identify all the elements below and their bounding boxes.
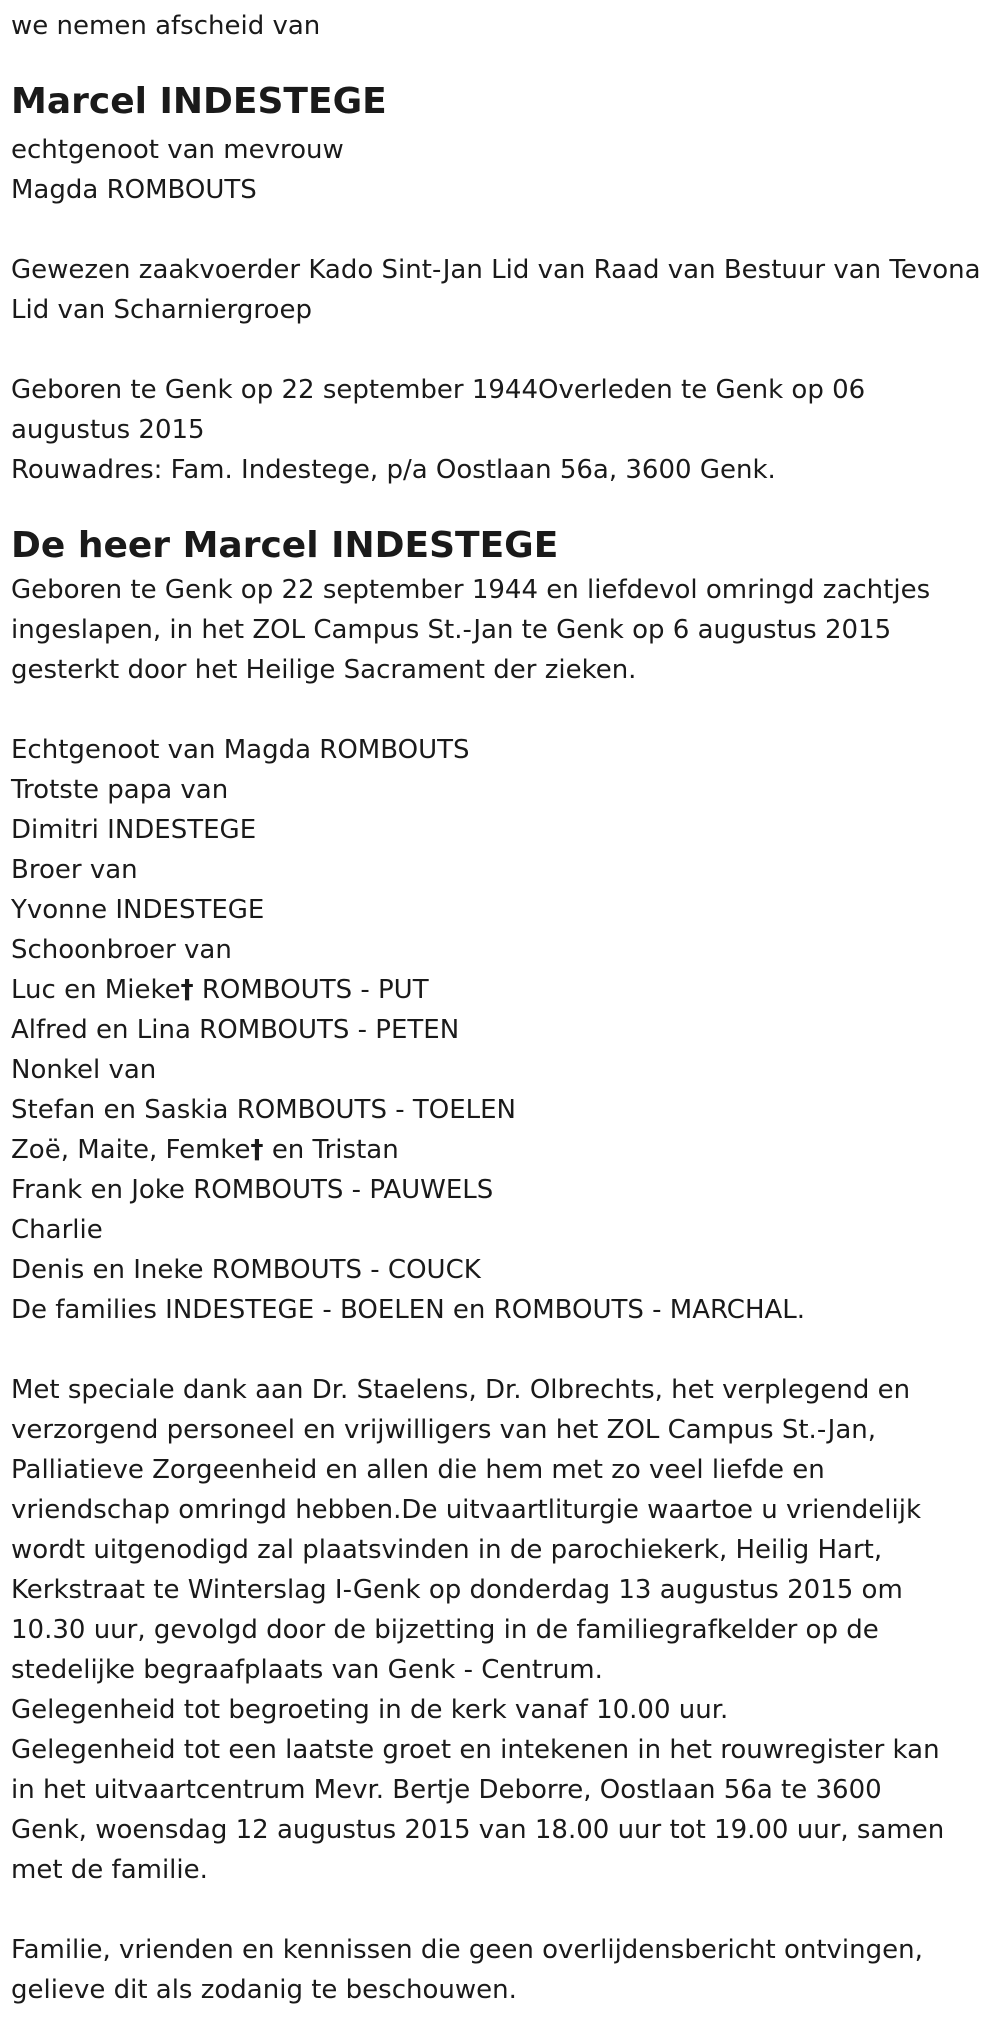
thanks-line: Gelegenheid tot begroeting in de kerk vanaf 10.00 uur. bbox=[11, 1695, 729, 1725]
family-line: Alfred en Lina ROMBOUTS - PETEN bbox=[11, 1015, 460, 1045]
family-line bbox=[11, 1130, 989, 1170]
deceased-name: Marcel INDESTEGE bbox=[11, 81, 387, 122]
thanks-line: verzorgend personeel en vrijwilligers van het ZOL Campus St.-Jan, bbox=[11, 1415, 876, 1445]
spacer bbox=[11, 330, 989, 370]
intro-text: we nemen afscheid van bbox=[11, 11, 321, 41]
thanks-line: Palliatieve Zorgeenheid en allen die hem met zo veel liefde en bbox=[11, 1455, 825, 1485]
birth-paragraph-line: gesterkt door het Heilige Sacrament der zieken. bbox=[11, 655, 637, 685]
spacer bbox=[11, 690, 989, 730]
dates-line: augustus 2015 bbox=[11, 415, 205, 445]
thanks-line: stedelijke begraafplaats van Genk - Centrum. bbox=[11, 1655, 603, 1685]
role-line: Gewezen zaakvoerder Kado Sint-Jan Lid van Raad van Bestuur van Tevona bbox=[11, 255, 981, 285]
spacer bbox=[11, 1330, 989, 1370]
family-line: Broer van bbox=[11, 855, 138, 885]
family-line: Trotste papa van bbox=[11, 775, 229, 805]
spouse-name: Magda ROMBOUTS bbox=[11, 175, 257, 205]
family-line: Nonkel van bbox=[11, 1055, 157, 1085]
family-line-text: en Tristan bbox=[271, 1135, 399, 1165]
birth-paragraph-line: Geboren te Genk op 22 september 1944 en liefdevol omringd zachtjes bbox=[11, 575, 931, 605]
formal-name-heading: De heer Marcel INDESTEGE bbox=[11, 525, 559, 566]
thanks-line: wordt uitgenodigd zal plaatsvinden in de parochiekerk, Heilig Hart, bbox=[11, 1535, 883, 1565]
family-line: Stefan en Saskia ROMBOUTS - TOELEN bbox=[11, 1095, 516, 1125]
family-line: Denis en Ineke ROMBOUTS - COUCK bbox=[11, 1255, 481, 1285]
thanks-line: Kerkstraat te Winterslag I-Genk op donderdag 13 augustus 2015 om bbox=[11, 1575, 903, 1605]
spacer bbox=[11, 210, 989, 250]
role-line: Lid van Scharniergroep bbox=[11, 295, 312, 325]
family-line: Yvonne INDESTEGE bbox=[11, 895, 265, 925]
family-line: Echtgenoot van Magda ROMBOUTS bbox=[11, 735, 470, 765]
family-line: Charlie bbox=[11, 1215, 103, 1245]
spacer bbox=[11, 1890, 989, 1930]
mourning-address: Rouwadres: Fam. Indestege, p/a Oostlaan 56a, 3600 Genk. bbox=[11, 455, 776, 485]
dates-line: Geboren te Genk op 22 september 1944Overleden te Genk op 06 bbox=[11, 375, 866, 405]
closing-line: Familie, vrienden en kennissen die geen overlijdensbericht ontvingen, bbox=[11, 1935, 923, 1965]
thanks-line: Met speciale dank aan Dr. Staelens, Dr. Olbrechts, het verplegend en bbox=[11, 1375, 911, 1405]
cross-icon: † bbox=[250, 1135, 264, 1165]
spouse-prefix: echtgenoot van mevrouw bbox=[11, 135, 344, 165]
thanks-line: in het uitvaartcentrum Mevr. Bertje Deborre, Oostlaan 56a te 3600 bbox=[11, 1775, 882, 1805]
thanks-line: 10.30 uur, gevolgd door de bijzetting in de familiegrafkelder op de bbox=[11, 1615, 879, 1645]
birth-paragraph-line: ingeslapen, in het ZOL Campus St.-Jan te Genk op 6 augustus 2015 bbox=[11, 615, 892, 645]
thanks-line: Genk, woensdag 12 augustus 2015 van 18.00 uur tot 19.00 uur, samen bbox=[11, 1815, 945, 1845]
family-line-text: Zoë, Maite, Femke bbox=[11, 1135, 251, 1165]
thanks-line: Gelegenheid tot een laatste groet en intekenen in het rouwregister kan bbox=[11, 1735, 940, 1765]
cross-icon: † bbox=[180, 975, 194, 1005]
family-line bbox=[11, 970, 989, 1010]
family-line: Frank en Joke ROMBOUTS - PAUWELS bbox=[11, 1175, 494, 1205]
closing-line: gelieve dit als zodanig te beschouwen. bbox=[11, 1975, 517, 2005]
thanks-line: met de familie. bbox=[11, 1855, 208, 1885]
thanks-line: vriendschap omringd hebben.De uitvaartliturgie waartoe u vriendelijk bbox=[11, 1495, 921, 1525]
family-line: Dimitri INDESTEGE bbox=[11, 815, 257, 845]
family-line-text: Luc en Mieke bbox=[11, 975, 181, 1005]
family-line: De families INDESTEGE - BOELEN en ROMBOUTS - MARCHAL. bbox=[11, 1295, 806, 1325]
family-line: Schoonbroer van bbox=[11, 935, 232, 965]
family-line-text: ROMBOUTS - PUT bbox=[201, 975, 429, 1005]
